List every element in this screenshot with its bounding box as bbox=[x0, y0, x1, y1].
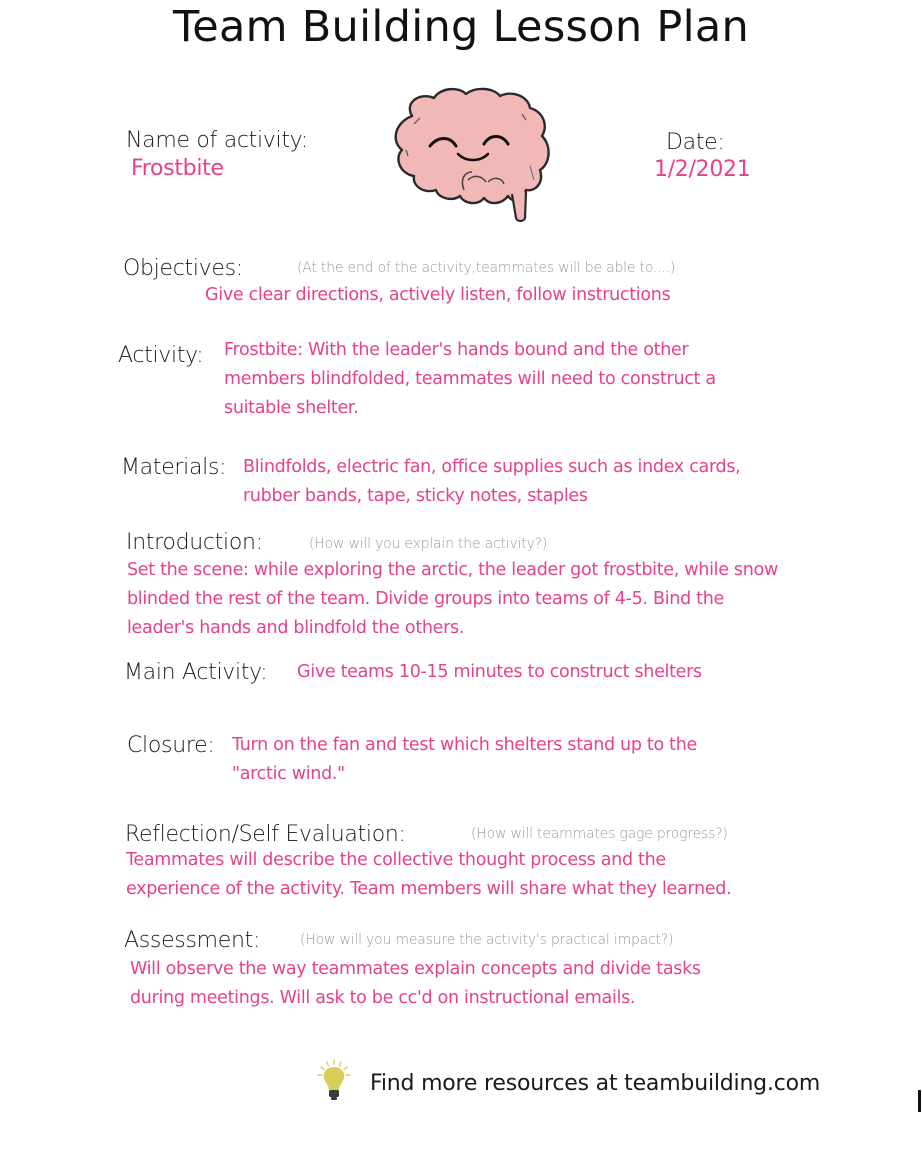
reflection-line: experience of the activity. Team members will share what they learned. bbox=[126, 879, 732, 899]
assessment-line: Will observe the way teammates explain concepts and divide tasks bbox=[130, 959, 701, 979]
activity-text bbox=[224, 336, 716, 423]
activity-line: Frostbite: With the leader's hands bound and the other bbox=[224, 340, 689, 360]
assessment-label: Assessment: bbox=[124, 928, 261, 953]
reflection-hint: (How will teammates gage progress?) bbox=[471, 826, 728, 842]
closure-label: Closure: bbox=[127, 733, 215, 758]
activity-line: suitable shelter. bbox=[224, 398, 359, 418]
introduction-line: blinded the rest of the team. Divide groups into teams of 4-5. Bind the bbox=[127, 589, 724, 609]
footer-resources-text: Find more resources at teambuilding.com bbox=[370, 1071, 821, 1096]
smiling-brain-icon bbox=[384, 84, 560, 224]
materials-line: rubber bands, tape, sticky notes, staples bbox=[243, 486, 588, 506]
page-edge-divider bbox=[918, 1090, 921, 1112]
assessment-text bbox=[130, 955, 701, 1013]
objectives-hint: (At the end of the activity,teammates will be able to....) bbox=[297, 260, 676, 276]
reflection-line: Teammates will describe the collective thought process and the bbox=[126, 850, 666, 870]
activity-name-value: Frostbite bbox=[131, 156, 224, 181]
closure-text bbox=[232, 731, 697, 789]
objectives-label: Objectives: bbox=[123, 256, 243, 281]
activity-label: Activity: bbox=[118, 343, 204, 368]
materials-line: Blindfolds, electric fan, office supplies such as index cards, bbox=[243, 457, 741, 477]
activity-line: members blindfolded, teammates will need to construct a bbox=[224, 369, 716, 389]
objectives-text: Give clear directions, actively listen, follow instructions bbox=[205, 285, 671, 305]
assessment-line: during meetings. Will ask to be cc'd on instructional emails. bbox=[130, 988, 636, 1008]
date-label: Date: bbox=[666, 130, 725, 155]
lightbulb-icon bbox=[316, 1058, 352, 1104]
assessment-hint: (How will you measure the activity's practical impact?) bbox=[300, 932, 674, 948]
page-title: Team Building Lesson Plan bbox=[172, 2, 750, 52]
introduction-label: Introduction: bbox=[126, 530, 263, 555]
main-activity-text: Give teams 10-15 minutes to construct shelters bbox=[297, 662, 702, 682]
date-value: 1/2/2021 bbox=[654, 157, 751, 182]
introduction-text bbox=[127, 556, 778, 643]
activity-name-label: Name of activity: bbox=[126, 128, 308, 153]
closure-line: Turn on the fan and test which shelters stand up to the bbox=[232, 735, 697, 755]
introduction-hint: (How will you explain the activity?) bbox=[309, 536, 548, 552]
introduction-line: Set the scene: while exploring the arctic, the leader got frostbite, while snow bbox=[127, 560, 778, 580]
introduction-line: leader's hands and blindfold the others. bbox=[127, 618, 465, 638]
reflection-text bbox=[126, 846, 731, 904]
materials-label: Materials: bbox=[121, 455, 227, 480]
main-activity-label: Main Activity: bbox=[124, 660, 268, 685]
reflection-label: Reflection/Self Evaluation: bbox=[125, 822, 406, 847]
materials-text bbox=[243, 453, 740, 511]
closure-line: "arctic wind." bbox=[232, 764, 345, 784]
